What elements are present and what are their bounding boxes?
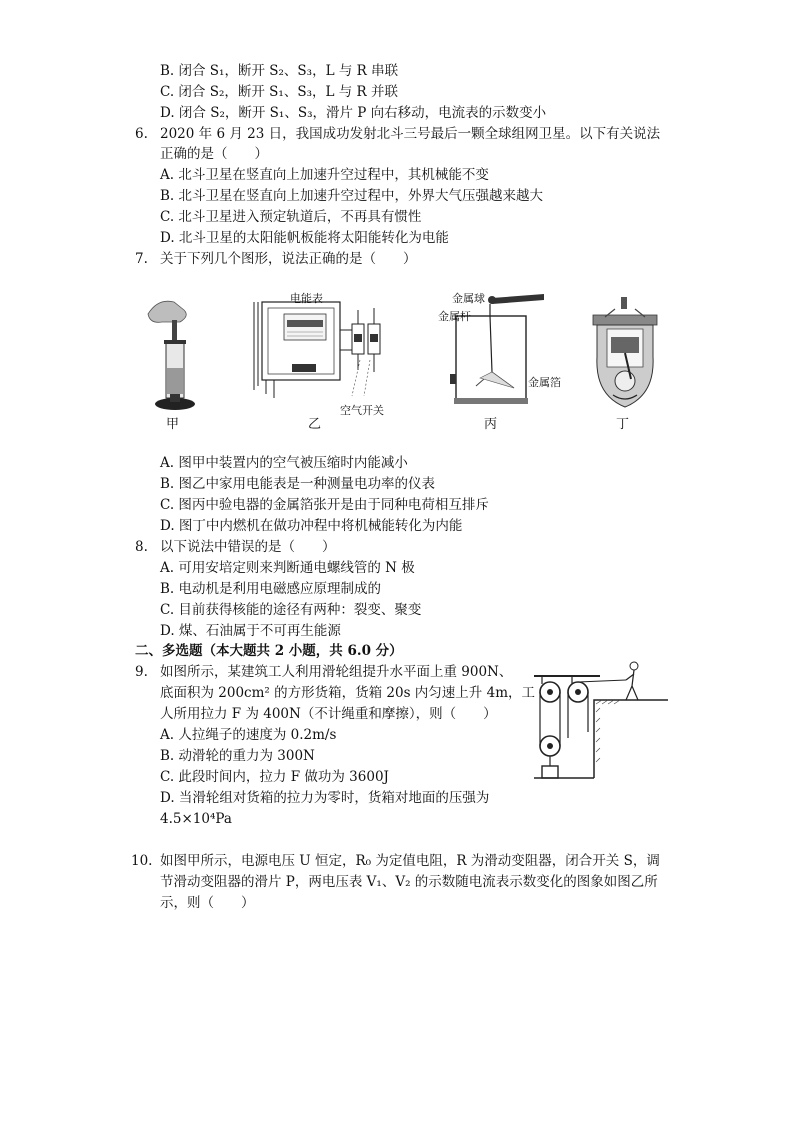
q9-stem-line2: 底面积为 200cm² 的方形货箱，货箱 20s 内匀速上升 4m，工 <box>160 685 535 701</box>
q8-option-c: C. 目前获得核能的途径有两种：裂变、聚变 <box>160 602 422 618</box>
q6-option-d: D. 北斗卫星的太阳能帆板能将太阳能转化为电能 <box>160 230 449 246</box>
q7-stem: 关于下列几个图形，说法正确的是（ ） <box>160 251 417 267</box>
caption-metal-foil: 金属箔 <box>528 376 561 389</box>
q10-stem-line2: 节滑动变阻器的滑片 P，两电压表 V₁、V₂ 的示数随电流表示数变化的图象如图乙所 <box>160 874 658 890</box>
q10-number: 10. <box>131 853 153 869</box>
q6-option-c: C. 北斗卫星进入预定轨道后，不再具有惯性 <box>160 209 422 225</box>
caption-metal-rod: 金属杆 <box>438 310 471 323</box>
q5-option-c: C. 闭合 S₂，断开 S₁、S₃，L 与 R 并联 <box>160 84 398 100</box>
q8-number: 8. <box>135 539 148 555</box>
q6-option-b: B. 北斗卫星在竖直向上加速升空过程中，外界大气压强越来越大 <box>160 188 544 204</box>
section-title-multiple-choice: 二、多选题（本大题共 2 小题，共 6.0 分） <box>135 643 403 659</box>
caption-metal-ball: 金属球 <box>452 292 485 305</box>
figure-bing-electroscope <box>440 288 550 413</box>
caption-air-switch: 空气开关 <box>340 404 384 417</box>
figure-jia-compression-piston <box>140 292 210 417</box>
q7-option-b: B. 图乙中家用电能表是一种测量电功率的仪表 <box>160 476 436 492</box>
q9-option-d-line2: 4.5×10⁴Pa <box>160 811 232 827</box>
caption-meter: 电能表 <box>290 292 323 305</box>
q8-option-b: B. 电动机是利用电磁感应原理制成的 <box>160 581 382 597</box>
q9-stem-line3: 人所用拉力 F 为 400N（不计绳重和摩擦），则（ ） <box>160 706 497 722</box>
q8-option-d: D. 煤、石油属于不可再生能源 <box>160 623 341 639</box>
figure-pulley-system <box>530 660 670 795</box>
q9-stem-line1: 如图所示，某建筑工人利用滑轮组提升水平面上重 900N、 <box>160 664 513 680</box>
q7-option-c: C. 图丙中验电器的金属箔张开是由于同种电荷相互排斥 <box>160 497 489 513</box>
q5-option-d: D. 闭合 S₂，断开 S₁、S₃，滑片 P 向右移动，电流表的示数变小 <box>160 105 547 121</box>
q9-option-c: C. 此段时间内，拉力 F 做功为 3600J <box>160 769 389 785</box>
figure-ding-engine <box>585 295 665 415</box>
q10-stem-line3: 示，则（ ） <box>160 895 255 911</box>
figure-label-ding: 丁 <box>616 417 630 432</box>
figure-yi-electric-meter <box>252 290 392 402</box>
q9-number: 9. <box>135 664 148 680</box>
q5-option-b: B. 闭合 S₁，断开 S₂、S₃，L 与 R 串联 <box>160 63 399 79</box>
q9-option-a: A. 人拉绳子的速度为 0.2m/s <box>160 727 337 743</box>
q8-stem: 以下说法中错误的是（ ） <box>160 539 336 555</box>
q9-option-b: B. 动滑轮的重力为 300N <box>160 748 315 764</box>
figure-label-yi: 乙 <box>308 417 322 432</box>
q6-number: 6. <box>135 126 148 142</box>
q7-option-d: D. 图丁中内燃机在做功冲程中将机械能转化为内能 <box>160 518 463 534</box>
q6-stem-line1: 2020 年 6 月 23 日，我国成功发射北斗三号最后一颗全球组网卫星。以下有关说法 <box>160 126 661 142</box>
figure-label-bing: 丙 <box>484 417 498 432</box>
q9-option-d-line1: D. 当滑轮组对货箱的拉力为零时，货箱对地面的压强为 <box>160 790 490 806</box>
q7-option-a: A. 图甲中装置内的空气被压缩时内能减小 <box>160 455 408 471</box>
q6-stem-line2: 正确的是（ ） <box>160 146 268 162</box>
q10-stem-line1: 如图甲所示，电源电压 U 恒定，R₀ 为定值电阻，R 为滑动变阻器，闭合开关 S，调 <box>160 853 660 869</box>
figure-label-jia: 甲 <box>166 417 180 432</box>
q6-option-a: A. 北斗卫星在竖直向上加速升空过程中，其机械能不变 <box>160 167 489 183</box>
q7-number: 7. <box>135 251 148 267</box>
q8-option-a: A. 可用安培定则来判断通电螺线管的 N 极 <box>160 560 415 576</box>
